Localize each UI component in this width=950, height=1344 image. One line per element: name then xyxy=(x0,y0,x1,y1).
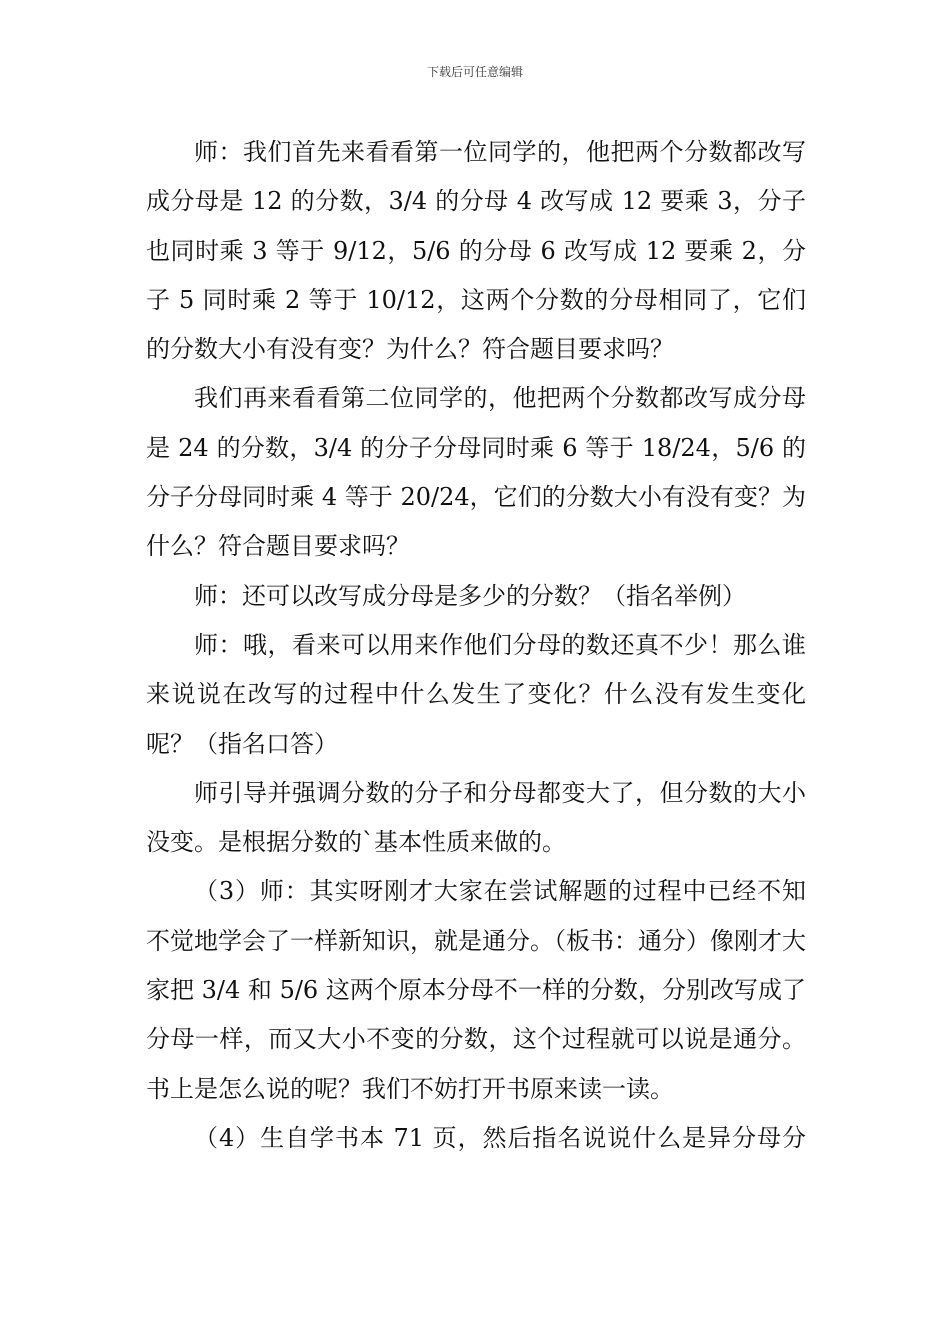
page-header: 下载后可任意编辑 xyxy=(426,65,523,79)
paragraph-7: （4）生自学书本 71 页，然后指名说说什么是异分母分 xyxy=(194,1123,806,1152)
paragraph-4: 师：哦，看来可以用来作他们分母的数还真不少！那么谁来说说在改写的过程中什么发生了变化？什么没有发生变化呢？（指名口答） xyxy=(146,630,806,758)
paragraph-5: 师引导并强调分数的分子和分母都变大了，但分数的大小没变。是根据分数的`基本性质来做的。 xyxy=(146,778,806,857)
paragraph-2: 我们再来看看第二位同学的，他把两个分数都改写成分母是 24 的分数，3/4 的分子分母同时乘 6 等于 18/24，5/6 的分子分母同时乘 4 等于 20/24，它们的分数大小有没有变？为什么？符合题目要求吗？ xyxy=(146,384,806,561)
document-body xyxy=(146,128,806,1163)
paragraph-3: 师：还可以改写成分母是多少的分数？（指名举例） xyxy=(194,581,746,610)
paragraph-6: （3）师：其实呀刚才大家在尝试解题的过程中已经不知不觉地学会了一样新知识，就是通分。（板书：通分）像刚才大家把 3/4 和 5/6 这两个原本分母不一样的分数，分别改写成了分母一样，而又大小不变的分数，这个过程就可以说是通分。书上是怎么说的呢？我们不妨打开书原来读一读。 xyxy=(146,877,806,1103)
paragraph-1: 师：我们首先来看看第一位同学的，他把两个分数都改写成分母是 12 的分数，3/4 的分母 4 改写成 12 要乘 3，分子也同时乘 3 等于 9/12，5/6 的分母 6 改写成 12 要乘 2，分子 5 同时乘 2 等于 10/12，这两个分数的分母相同了，它们的分数大小有没有变？为什么？符合题目要求吗？ xyxy=(146,138,806,364)
